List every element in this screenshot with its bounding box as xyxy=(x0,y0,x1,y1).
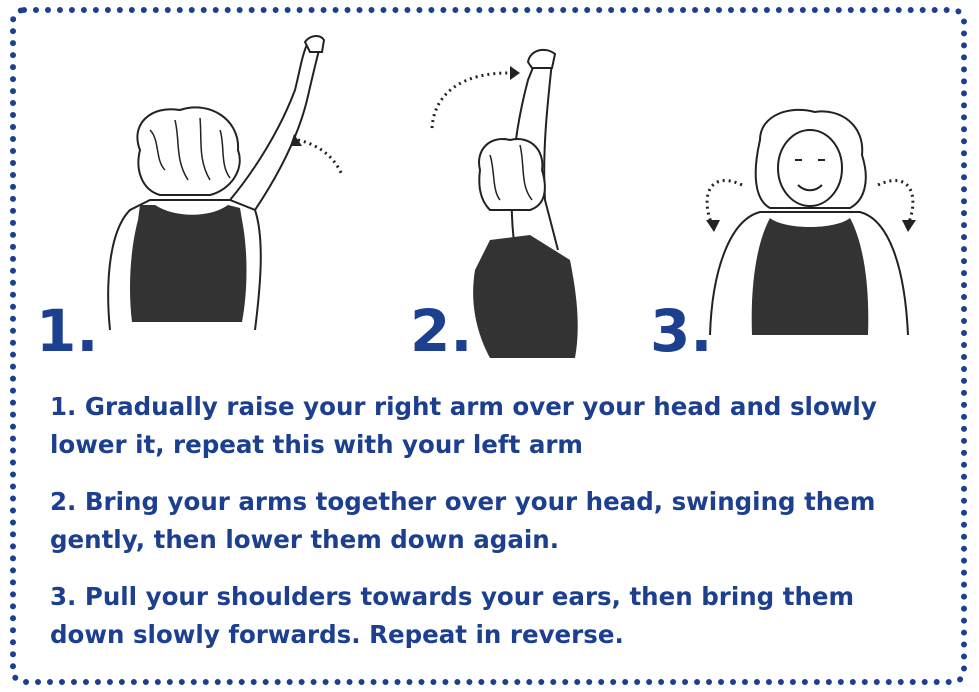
step-2-line-1: 2. Bring your arms together over your head, swinging them xyxy=(50,487,876,516)
figure-number-2: 2. xyxy=(410,297,473,365)
step-1-line-1: 1. Gradually raise your right arm over your head and slowly xyxy=(50,392,877,421)
figure-number-1: 1. xyxy=(36,297,99,365)
step-1 xyxy=(50,388,940,464)
step-2-line-2: gently, then lower them down again. xyxy=(50,525,559,554)
shoulder-shrug-figure-icon xyxy=(690,100,930,340)
instructions-list xyxy=(50,388,940,673)
step-3-line-1: 3. Pull your shoulders towards your ears, then bring them xyxy=(50,582,855,611)
step-3 xyxy=(50,578,940,654)
step-1-line-2: lower it, repeat this with your left arm xyxy=(50,430,583,459)
step-2 xyxy=(50,483,940,559)
arm-raise-figure-icon xyxy=(80,30,370,340)
figure-number-3: 3. xyxy=(650,297,713,365)
step-3-line-2: down slowly forwards. Repeat in reverse. xyxy=(50,620,624,649)
